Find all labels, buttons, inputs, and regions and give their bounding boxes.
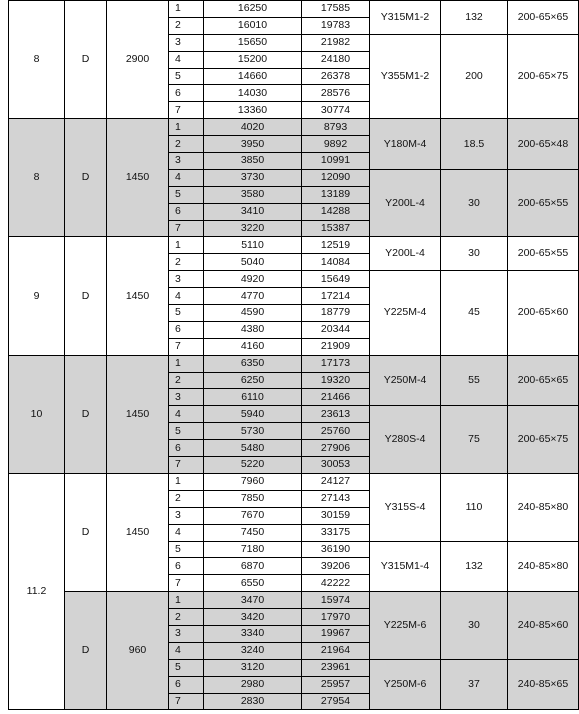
stage-cell: 3 — [169, 271, 204, 288]
flow-cell: 4920 — [204, 271, 302, 288]
flow-cell: 13360 — [204, 102, 302, 119]
flow-cell: 5480 — [204, 440, 302, 457]
stage-cell: 2 — [169, 609, 204, 626]
spec-cell: 200-65×55 — [508, 169, 579, 237]
head-cell: 19783 — [302, 17, 370, 34]
flow-cell: 7850 — [204, 490, 302, 507]
stage-cell: 5 — [169, 68, 204, 85]
flow-cell: 7960 — [204, 473, 302, 490]
flow-cell: 4770 — [204, 288, 302, 305]
speed-cell: 2900 — [107, 1, 169, 119]
stage-cell: 1 — [169, 592, 204, 609]
flow-cell: 3580 — [204, 186, 302, 203]
flow-cell: 3470 — [204, 592, 302, 609]
flow-cell: 2830 — [204, 693, 302, 710]
spec-cell: 240-85×65 — [508, 659, 579, 710]
type-cell: D — [65, 592, 107, 710]
motor-power-cell: 18.5 — [441, 119, 508, 170]
head-cell: 25760 — [302, 423, 370, 440]
stage-cell: 2 — [169, 17, 204, 34]
spec-cell: 200-65×65 — [508, 355, 579, 406]
table-row — [9, 592, 579, 609]
pump-spec-table — [8, 0, 579, 710]
stage-cell: 3 — [169, 507, 204, 524]
flow-cell: 6110 — [204, 389, 302, 406]
head-cell: 23961 — [302, 659, 370, 676]
head-cell: 8793 — [302, 119, 370, 136]
head-cell: 20344 — [302, 321, 370, 338]
speed-cell: 960 — [107, 592, 169, 710]
head-cell: 10991 — [302, 153, 370, 170]
stage-cell: 4 — [169, 642, 204, 659]
head-cell: 21909 — [302, 338, 370, 355]
head-cell: 21982 — [302, 34, 370, 51]
table-row — [9, 1, 579, 18]
motor-model-cell: Y180M-4 — [370, 119, 441, 170]
head-cell: 27906 — [302, 440, 370, 457]
stage-cell: 2 — [169, 136, 204, 153]
head-cell: 42222 — [302, 575, 370, 592]
stage-cell: 1 — [169, 1, 204, 18]
head-cell: 27954 — [302, 693, 370, 710]
flow-cell: 14030 — [204, 85, 302, 102]
motor-model-cell: Y315M1-2 — [370, 1, 441, 35]
head-cell: 30053 — [302, 457, 370, 474]
flow-cell: 5940 — [204, 406, 302, 423]
stage-cell: 6 — [169, 203, 204, 220]
motor-power-cell: 110 — [441, 473, 508, 541]
flow-cell: 3410 — [204, 203, 302, 220]
spec-cell: 200-65×75 — [508, 406, 579, 474]
impeller-size-cell: 8 — [9, 1, 65, 119]
spec-cell: 200-65×65 — [508, 1, 579, 35]
flow-cell: 5220 — [204, 457, 302, 474]
flow-cell: 15650 — [204, 34, 302, 51]
stage-cell: 7 — [169, 220, 204, 237]
stage-cell: 7 — [169, 575, 204, 592]
table-row — [9, 237, 579, 254]
stage-cell: 7 — [169, 457, 204, 474]
impeller-size-cell: 11.2 — [9, 473, 65, 709]
flow-cell: 3240 — [204, 642, 302, 659]
head-cell: 9892 — [302, 136, 370, 153]
flow-cell: 3220 — [204, 220, 302, 237]
flow-cell: 3420 — [204, 609, 302, 626]
speed-cell: 1450 — [107, 355, 169, 473]
motor-power-cell: 30 — [441, 169, 508, 237]
flow-cell: 7450 — [204, 524, 302, 541]
motor-model-cell: Y355M1-2 — [370, 34, 441, 118]
head-cell: 17214 — [302, 288, 370, 305]
stage-cell: 6 — [169, 440, 204, 457]
stage-cell: 7 — [169, 102, 204, 119]
speed-cell: 1450 — [107, 119, 169, 237]
stage-cell: 4 — [169, 524, 204, 541]
flow-cell: 5110 — [204, 237, 302, 254]
table-row — [9, 355, 579, 372]
head-cell: 23613 — [302, 406, 370, 423]
stage-cell: 5 — [169, 423, 204, 440]
type-cell: D — [65, 355, 107, 473]
head-cell: 28576 — [302, 85, 370, 102]
head-cell: 17173 — [302, 355, 370, 372]
motor-power-cell: 132 — [441, 541, 508, 592]
stage-cell: 5 — [169, 541, 204, 558]
flow-cell: 5040 — [204, 254, 302, 271]
stage-cell: 6 — [169, 558, 204, 575]
head-cell: 27143 — [302, 490, 370, 507]
head-cell: 15649 — [302, 271, 370, 288]
stage-cell: 2 — [169, 372, 204, 389]
stage-cell: 1 — [169, 355, 204, 372]
spec-cell: 200-65×75 — [508, 34, 579, 118]
flow-cell: 3730 — [204, 169, 302, 186]
motor-power-cell: 37 — [441, 659, 508, 710]
spec-cell: 240-85×80 — [508, 541, 579, 592]
head-cell: 17585 — [302, 1, 370, 18]
head-cell: 26378 — [302, 68, 370, 85]
spec-cell: 200-65×48 — [508, 119, 579, 170]
flow-cell: 3950 — [204, 136, 302, 153]
motor-model-cell: Y250M-6 — [370, 659, 441, 710]
head-cell: 15974 — [302, 592, 370, 609]
motor-power-cell: 55 — [441, 355, 508, 406]
stage-cell: 3 — [169, 153, 204, 170]
type-cell: D — [65, 237, 107, 355]
head-cell: 30159 — [302, 507, 370, 524]
stage-cell: 3 — [169, 34, 204, 51]
flow-cell: 16250 — [204, 1, 302, 18]
motor-model-cell: Y225M-6 — [370, 592, 441, 660]
impeller-size-cell: 8 — [9, 119, 65, 237]
stage-cell: 4 — [169, 406, 204, 423]
head-cell: 19320 — [302, 372, 370, 389]
head-cell: 24180 — [302, 51, 370, 68]
flow-cell: 2980 — [204, 676, 302, 693]
motor-model-cell: Y315S-4 — [370, 473, 441, 541]
head-cell: 39206 — [302, 558, 370, 575]
head-cell: 33175 — [302, 524, 370, 541]
flow-cell: 15200 — [204, 51, 302, 68]
flow-cell: 6870 — [204, 558, 302, 575]
stage-cell: 3 — [169, 625, 204, 642]
flow-cell: 4590 — [204, 305, 302, 322]
stage-cell: 5 — [169, 305, 204, 322]
type-cell: D — [65, 473, 107, 591]
motor-power-cell: 75 — [441, 406, 508, 474]
pump-spec-table-container — [8, 0, 578, 713]
stage-cell: 3 — [169, 389, 204, 406]
motor-model-cell: Y250M-4 — [370, 355, 441, 406]
flow-cell: 3340 — [204, 625, 302, 642]
flow-cell: 5730 — [204, 423, 302, 440]
table-row — [9, 473, 579, 490]
motor-model-cell: Y200L-4 — [370, 169, 441, 237]
motor-model-cell: Y200L-4 — [370, 237, 441, 271]
stage-cell: 4 — [169, 288, 204, 305]
head-cell: 14084 — [302, 254, 370, 271]
flow-cell: 4020 — [204, 119, 302, 136]
flow-cell: 16010 — [204, 17, 302, 34]
stage-cell: 2 — [169, 490, 204, 507]
stage-cell: 1 — [169, 119, 204, 136]
head-cell: 14288 — [302, 203, 370, 220]
head-cell: 13189 — [302, 186, 370, 203]
stage-cell: 1 — [169, 237, 204, 254]
head-cell: 21466 — [302, 389, 370, 406]
flow-cell: 6550 — [204, 575, 302, 592]
flow-cell: 7180 — [204, 541, 302, 558]
head-cell: 12519 — [302, 237, 370, 254]
spec-cell: 240-85×80 — [508, 473, 579, 541]
stage-cell: 2 — [169, 254, 204, 271]
motor-power-cell: 30 — [441, 592, 508, 660]
head-cell: 21964 — [302, 642, 370, 659]
motor-model-cell: Y225M-4 — [370, 271, 441, 355]
type-cell: D — [65, 119, 107, 237]
spec-cell: 200-65×55 — [508, 237, 579, 271]
flow-cell: 4380 — [204, 321, 302, 338]
head-cell: 17970 — [302, 609, 370, 626]
stage-cell: 6 — [169, 321, 204, 338]
flow-cell: 3120 — [204, 659, 302, 676]
stage-cell: 1 — [169, 473, 204, 490]
motor-power-cell: 30 — [441, 237, 508, 271]
head-cell: 30774 — [302, 102, 370, 119]
stage-cell: 4 — [169, 169, 204, 186]
stage-cell: 5 — [169, 659, 204, 676]
stage-cell: 7 — [169, 338, 204, 355]
type-cell: D — [65, 1, 107, 119]
flow-cell: 14660 — [204, 68, 302, 85]
head-cell: 18779 — [302, 305, 370, 322]
flow-cell: 6350 — [204, 355, 302, 372]
motor-model-cell: Y280S-4 — [370, 406, 441, 474]
table-row — [9, 119, 579, 136]
head-cell: 25957 — [302, 676, 370, 693]
head-cell: 36190 — [302, 541, 370, 558]
stage-cell: 6 — [169, 676, 204, 693]
flow-cell: 3850 — [204, 153, 302, 170]
spec-cell: 240-85×60 — [508, 592, 579, 660]
head-cell: 19967 — [302, 625, 370, 642]
motor-model-cell: Y315M1-4 — [370, 541, 441, 592]
stage-cell: 4 — [169, 51, 204, 68]
head-cell: 24127 — [302, 473, 370, 490]
motor-power-cell: 200 — [441, 34, 508, 118]
flow-cell: 4160 — [204, 338, 302, 355]
stage-cell: 6 — [169, 85, 204, 102]
impeller-size-cell: 10 — [9, 355, 65, 473]
speed-cell: 1450 — [107, 473, 169, 591]
stage-cell: 5 — [169, 186, 204, 203]
motor-power-cell: 132 — [441, 1, 508, 35]
impeller-size-cell: 9 — [9, 237, 65, 355]
speed-cell: 1450 — [107, 237, 169, 355]
stage-cell: 7 — [169, 693, 204, 710]
head-cell: 15387 — [302, 220, 370, 237]
head-cell: 12090 — [302, 169, 370, 186]
spec-cell: 200-65×60 — [508, 271, 579, 355]
flow-cell: 7670 — [204, 507, 302, 524]
flow-cell: 6250 — [204, 372, 302, 389]
motor-power-cell: 45 — [441, 271, 508, 355]
